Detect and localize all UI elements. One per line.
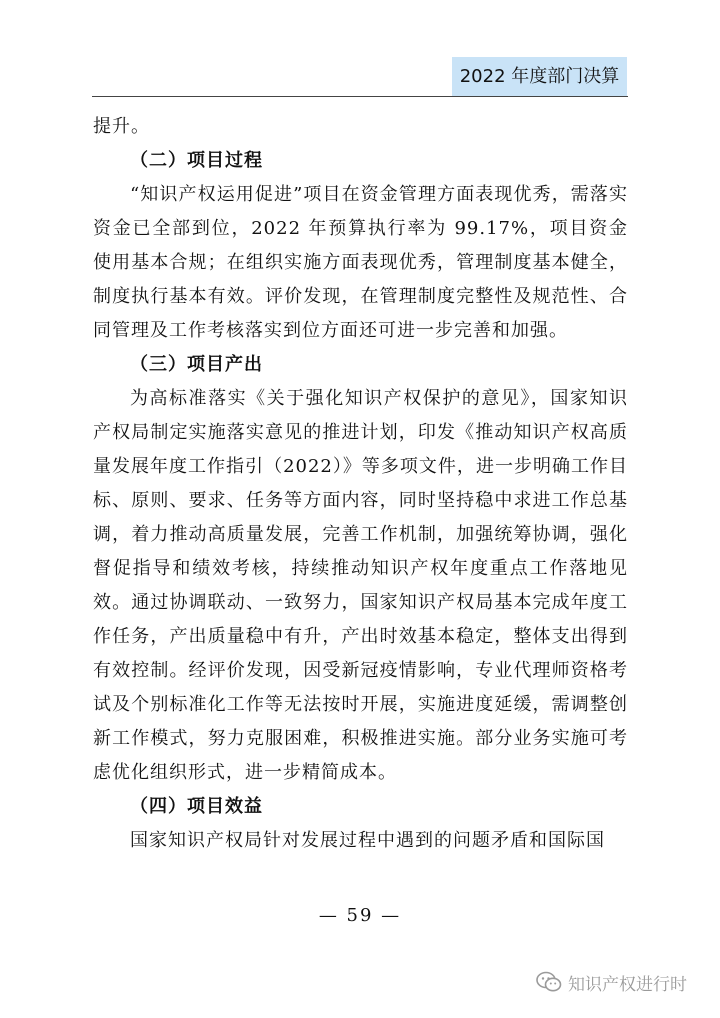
page-number: — 59 — xyxy=(318,905,402,926)
paragraph-benefit: 国家知识产权局针对发展过程中遇到的问题矛盾和国际国 xyxy=(130,830,605,851)
paragraph-continuation: 提升。 xyxy=(93,116,150,137)
header-title: 2022 年度部门决算 xyxy=(452,57,627,97)
section-heading-benefit: （四）项目效益 xyxy=(130,796,263,817)
section-heading-output: （三）项目产出 xyxy=(130,354,263,375)
wechat-icon xyxy=(536,971,562,993)
paragraph-process: “知识产权运用促进”项目在资金管理方面表现优秀，需落实资金已全部到位，2022 年预算执行率为 99.17%，项目资金使用基本合规；在组织实施方面表现优秀，管理制度基本健全，制度执行基本有效。评价发现，在管理制度完整性及规范性、合同管理及工作考核落实到位方面还可进一步完善和加强。 xyxy=(93,184,628,341)
document-body xyxy=(93,110,628,858)
watermark xyxy=(536,968,687,996)
section-heading-process: （二）项目过程 xyxy=(130,150,263,171)
watermark-text: 知识产权进行时 xyxy=(568,974,687,995)
header-divider xyxy=(92,96,628,97)
paragraph-output: 为高标准落实《关于强化知识产权保护的意见》，国家知识产权局制定实施落实意见的推进计划，印发《推动知识产权高质量发展年度工作指引（2022）》等多项文件，进一步明确工作目标、原则、要求、任务等方面内容，同时坚持稳中求进工作总基调，着力推动高质量发展，完善工作机制，加强统筹协调，强化督促指导和绩效考核，持续推动知识产权年度重点工作落地见效。通过协调联动、一致努力，国家知识产权局基本完成年度工作任务，产出质量稳中有升，产出时效基本稳定，整体支出得到有效控制。经评价发现，因受新冠疫情影响，专业代理师资格考试及个别标准化工作等无法按时开展，实施进度延缓，需调整创新工作模式，努力克服困难，积极推进实施。部分业务实施可考虑优化组织形式，进一步精简成本。 xyxy=(93,388,628,783)
